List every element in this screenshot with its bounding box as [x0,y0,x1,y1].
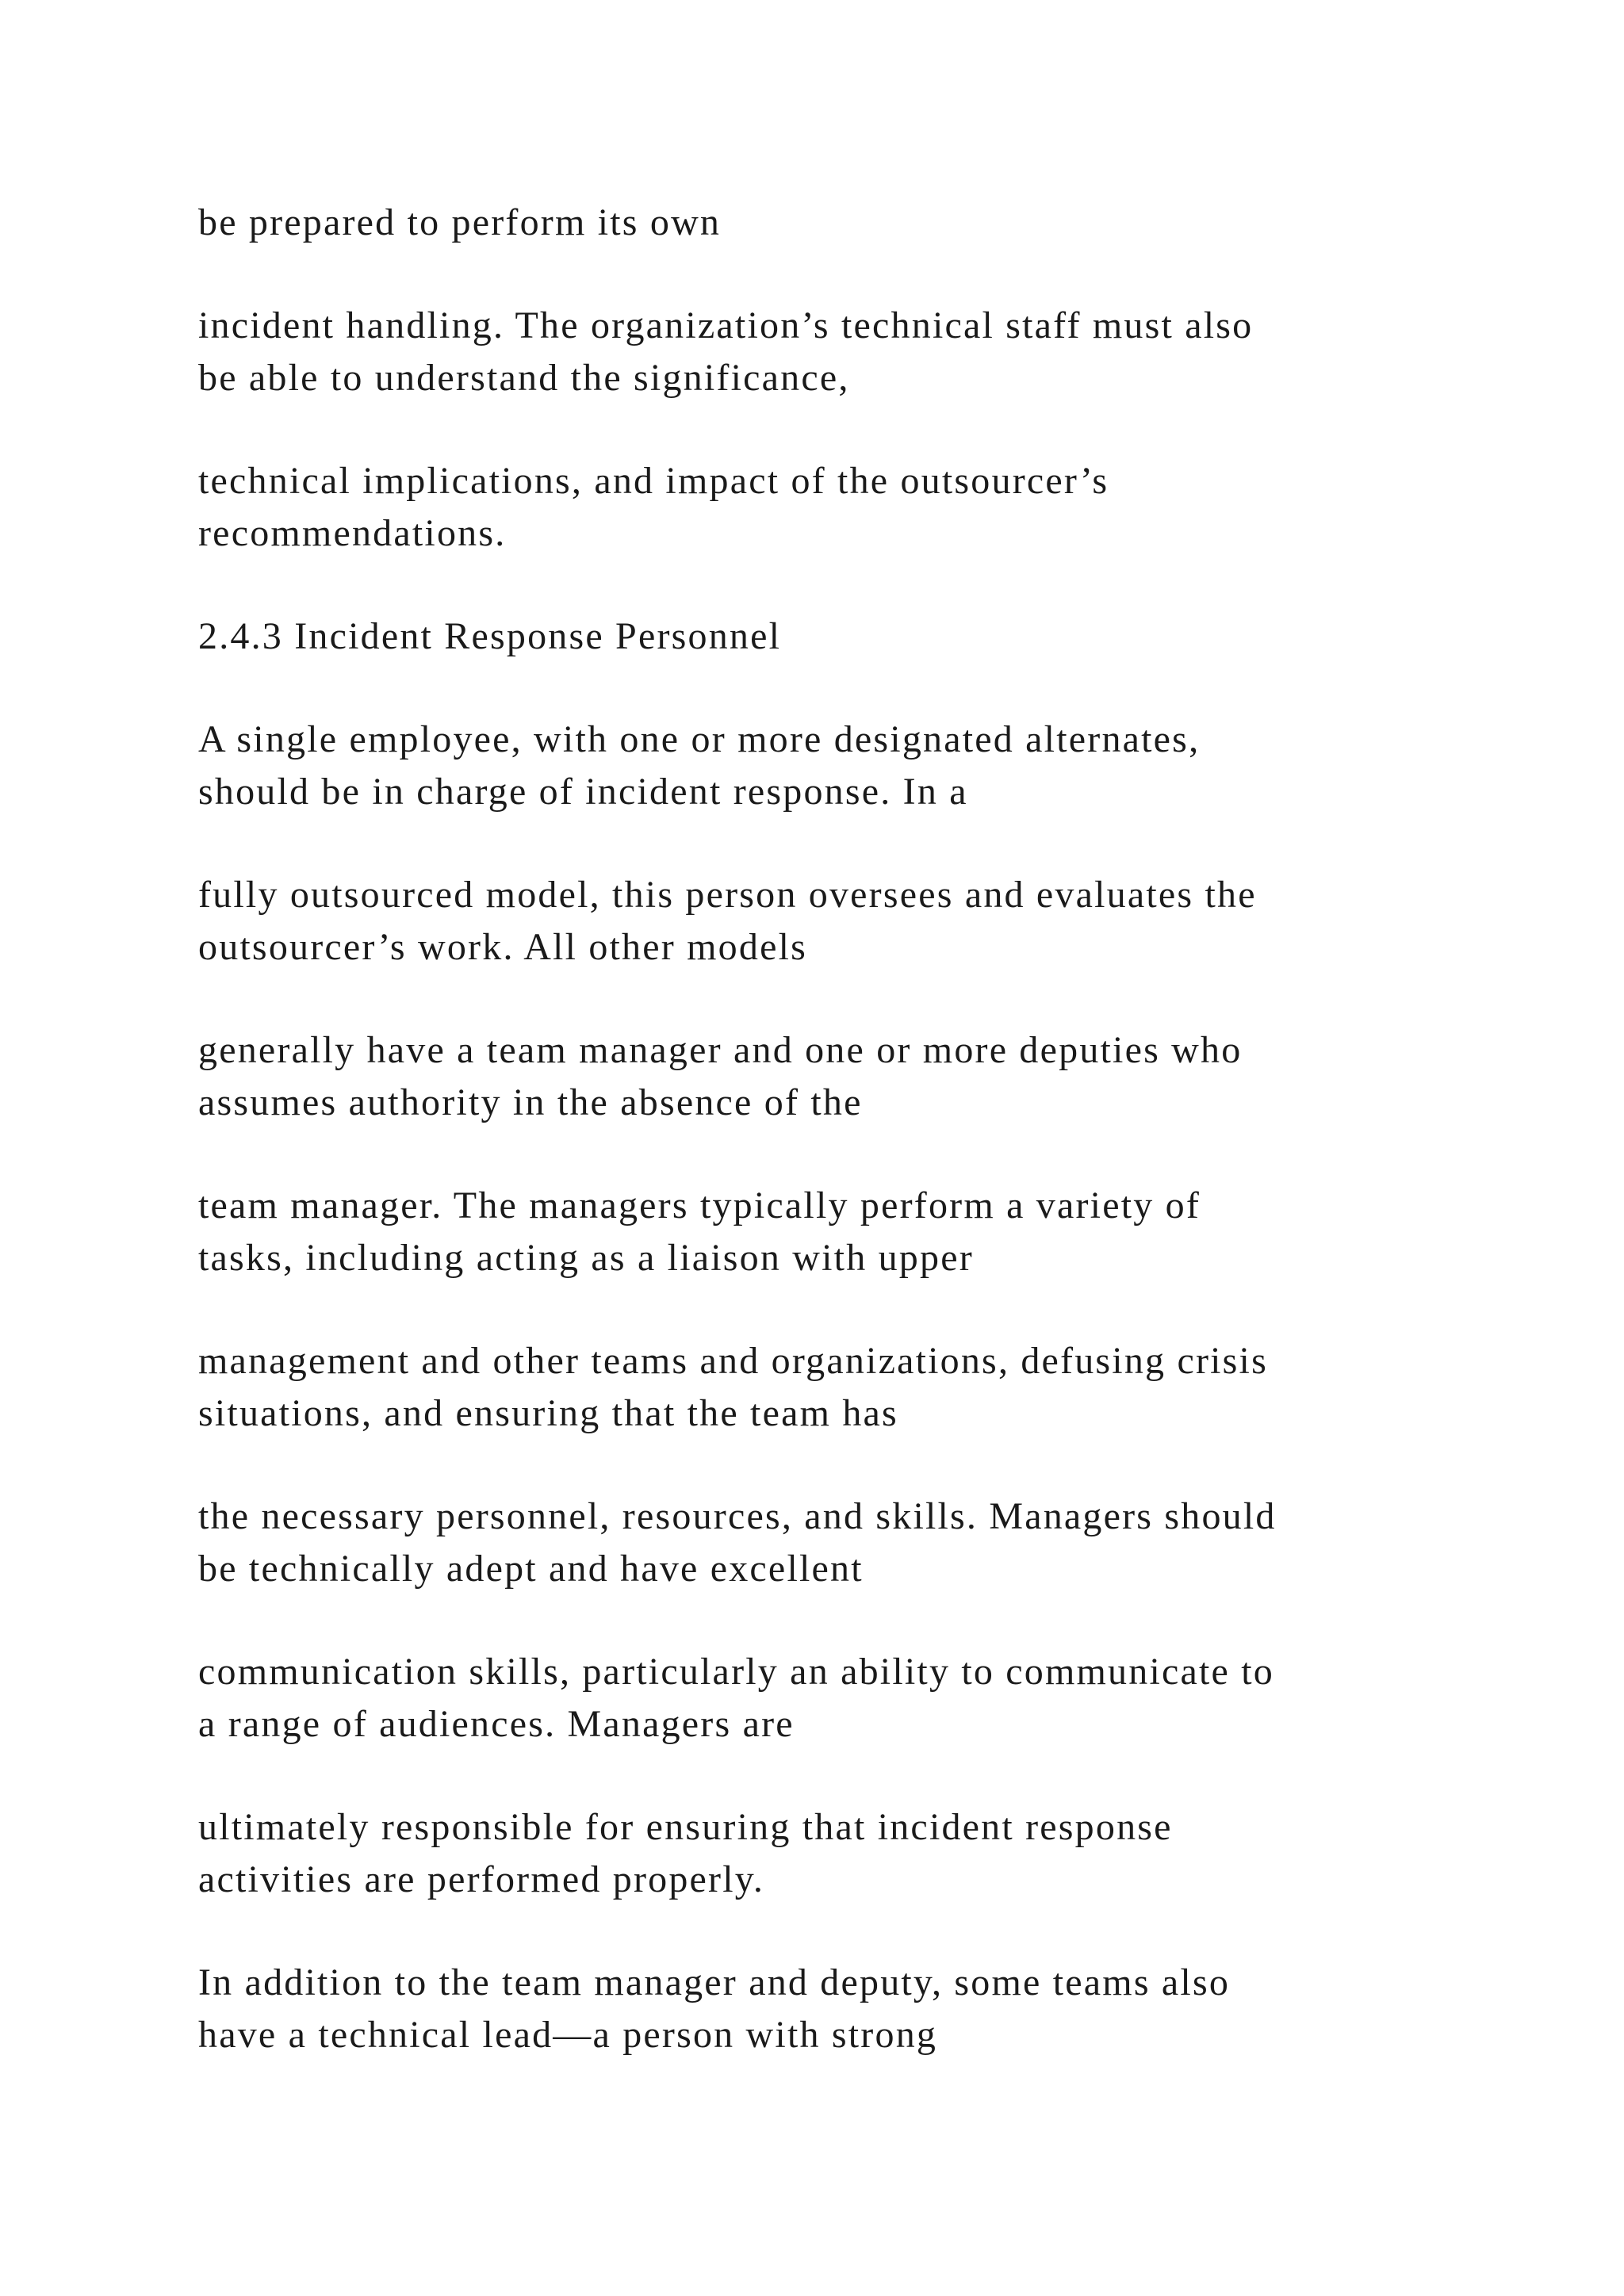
paragraph [198,1335,1451,1440]
text-line: communication skills, particularly an ability to communicate to [198,1651,1274,1693]
paragraph [198,1957,1451,2061]
section-heading-text: 2.4.3 Incident Response Personnel [198,615,782,657]
text-line: outsourcer’s work. All other models [198,926,808,968]
paragraph [198,197,1451,249]
text-line: In addition to the team manager and deputy, some teams also [198,1961,1231,2003]
document-body [198,197,1451,2112]
paragraph [198,1180,1451,1284]
text-line: generally have a team manager and one or more deputies who [198,1029,1243,1071]
text-line: be prepared to perform its own [198,201,722,243]
text-line: situations, and ensuring that the team has [198,1392,898,1434]
text-line: be technically adept and have excellent [198,1548,864,1590]
text-line: incident handling. The organization’s technical staff must also [198,304,1254,346]
paragraph [198,1646,1451,1751]
paragraph [198,1490,1451,1595]
text-line: have a technical lead—a person with strong [198,2014,938,2056]
text-line: the necessary personnel, resources, and skills. Managers should [198,1495,1277,1537]
paragraph [198,455,1451,560]
text-line: a range of audiences. Managers are [198,1703,795,1745]
text-line: should be in charge of incident response. In a [198,771,968,813]
paragraph [198,714,1451,818]
text-line: A single employee, with one or more designated alternates, [198,718,1201,760]
paragraph [198,869,1451,974]
paragraph [198,1024,1451,1129]
text-line: recommendations. [198,512,507,554]
text-line: technical implications, and impact of the outsourcer’s [198,460,1109,502]
paragraph [198,300,1451,404]
text-line: management and other teams and organizations, defusing crisis [198,1340,1268,1382]
section-heading [198,610,1451,663]
text-line: tasks, including acting as a liaison with upper [198,1237,974,1279]
text-line: ultimately responsible for ensuring that incident response [198,1806,1173,1848]
text-line: assumes authority in the absence of the [198,1081,863,1123]
paragraph [198,1801,1451,1906]
text-line: be able to understand the significance, [198,357,850,399]
text-line: activities are performed properly. [198,1858,765,1900]
text-line: team manager. The managers typically perform a variety of [198,1184,1201,1226]
text-line: fully outsourced model, this person oversees and evaluates the [198,874,1257,916]
